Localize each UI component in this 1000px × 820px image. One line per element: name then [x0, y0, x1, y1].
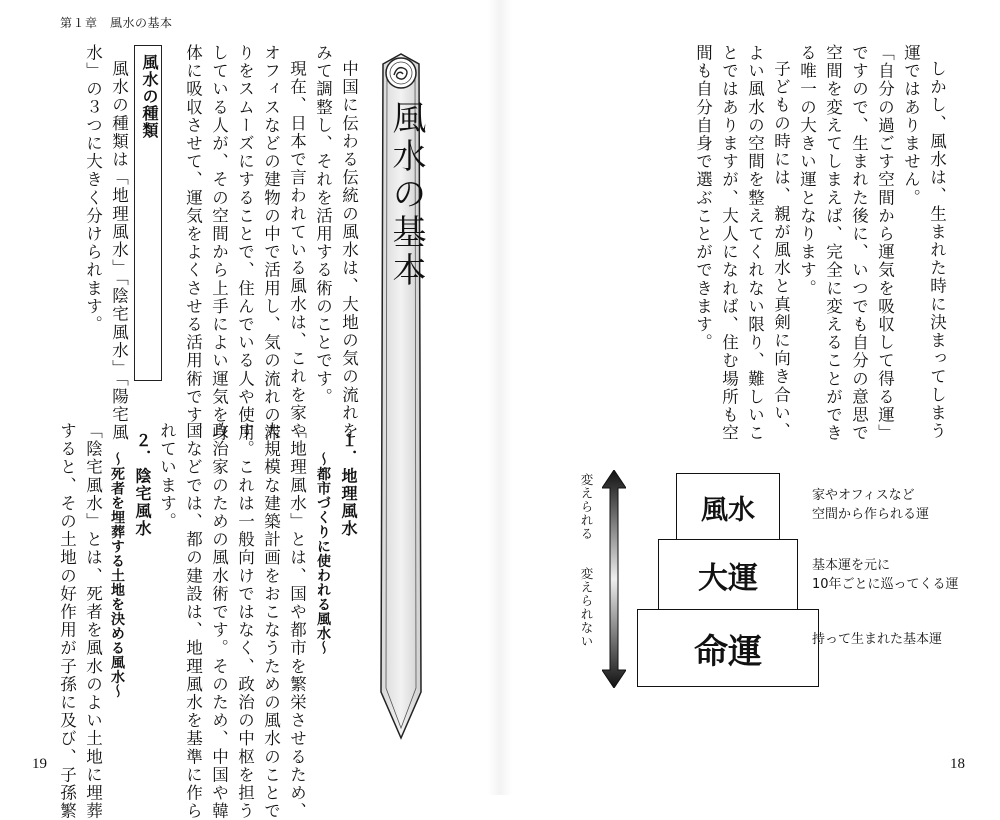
tier-fengshui-note-line-1: 家やオフィスなど — [812, 488, 915, 503]
intro-line-5: りをスムーズにすることで、住んでいる人や使用 — [235, 44, 255, 443]
intro-line-4: オフィスなどの建物の中で活用し、気の流れの滞 — [261, 44, 281, 443]
types-line-2: 水」の３つに大きく分けられます。 — [83, 44, 103, 334]
right-line-6: る唯一の大きい運となります。 — [797, 44, 817, 298]
tier-meiun-note — [812, 630, 942, 649]
types-heading-box — [134, 45, 162, 381]
section1-line-4: 政治家のための風水術です。そのため、中国や韓 — [209, 422, 229, 820]
dragon-emblem-icon — [384, 56, 418, 90]
intro-line-6: している人が、その空間から上手によい運気を身 — [209, 44, 229, 443]
tier-meiun-label: 命運 — [694, 631, 762, 672]
gradient-arrow-icon — [602, 470, 626, 688]
intro-line-2: みて調整し、それを活用する術のことです。 — [313, 44, 333, 406]
section1-line-2: 大規模な建築計画をおこなうための風水のことで — [261, 422, 281, 820]
arrow-label-changeable: 変えられる — [579, 473, 594, 541]
right-line-4: ですので、生まれた後に、いつでも自分の意思で — [849, 44, 869, 443]
tier-fengshui-label: 風水 — [701, 494, 755, 526]
arrow-label-unchangeable: 変えられない — [579, 567, 594, 648]
intro-line-3: 現在、日本で言われている風水は、これを家や — [287, 60, 307, 441]
tier-taiun-label: 大運 — [698, 561, 758, 596]
right-line-5: 空間を変えてしまえば、完全に変えることができ — [823, 44, 843, 443]
intro-line-7: 体に吸収させて、運気をよくさせる活用術です。 — [183, 44, 203, 443]
intro-line-1: 中国に伝わる伝統の風水は、大地の気の流れを — [339, 60, 359, 441]
right-line-3: 「自分の過ごす空間から運気を吸収して得る運」 — [875, 44, 895, 443]
section1-line-6: れています。 — [157, 422, 177, 531]
right-line-9: とではありますが、大人になれば、住む場所も空 — [719, 44, 739, 443]
chapter-header: 第１章 風水の基本 — [60, 16, 173, 30]
section2-line-2: すると、その土地の好作用が子孫に及び、子孫繁 — [57, 422, 77, 820]
tier-taiun-note — [812, 556, 959, 594]
types-line-1: 風水の種類は「地理風水」「陰宅風水」「陽宅風 — [109, 60, 129, 442]
banner-title: 風水の基本 — [386, 100, 426, 290]
page-gutter — [488, 0, 512, 795]
section2-title: ２．陰宅風水 — [133, 432, 152, 538]
types-heading: 風水の種類 — [140, 54, 159, 139]
tier-taiun-note-line-1: 基本運を元に — [812, 558, 891, 573]
right-line-7: 子どもの時には、親が風水と真剣に向き合い、 — [771, 60, 791, 441]
tier-fengshui-note-line-2: 空間から作られる運 — [812, 507, 930, 522]
page-number-left: 19 — [32, 756, 47, 772]
section2-line-1: 「陰宅風水」とは、死者を風水のよい土地に埋葬 — [83, 422, 103, 820]
right-line-10: 間も自分自身で選ぶことができます。 — [693, 44, 713, 352]
tier-fengshui-note — [812, 486, 929, 524]
tier-taiun-box — [658, 539, 798, 611]
page-number-right: 18 — [950, 756, 965, 772]
section1-line-1: 「地理風水」とは、国や都市を繁栄させるため、 — [287, 422, 307, 820]
tier-taiun-note-line-2: 10年ごとに巡ってくる運 — [812, 577, 959, 592]
right-line-1: しかし、風水は、生まれた時に決まってしまう — [927, 60, 947, 441]
section1-line-5: 国などでは、都の建設は、地理風水を基準に作ら — [183, 422, 203, 820]
right-line-2: 運ではありません。 — [901, 44, 921, 207]
section1-title: １．地理風水 — [339, 432, 358, 538]
section1-subtitle: ～都市づくりに使われる風水～ — [315, 452, 331, 655]
tier-fengshui-box — [676, 473, 780, 541]
right-line-8: よい風水の空間を整えてくれない限り、難しいこ — [745, 44, 765, 443]
section2-subtitle: ～死者を埋葬する土地を決める風水～ — [109, 452, 125, 699]
section1-line-3: す。これは一般向けではなく、政治の中枢を担う — [235, 422, 255, 820]
tier-meiun-note-line-1: 持って生まれた基本運 — [812, 632, 943, 647]
tier-meiun-box — [637, 609, 819, 687]
